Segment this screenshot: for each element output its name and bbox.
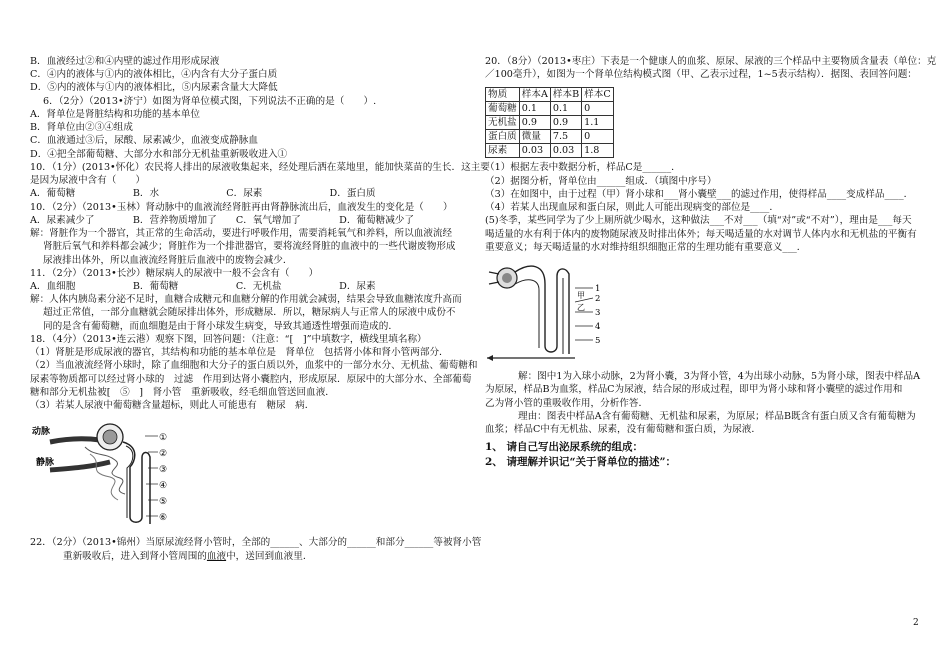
label-5: ⑤: [159, 497, 168, 508]
text-line: A．尿素减少了 B．营养物质增加了 C．氧气增加了 D．葡萄糖减少了: [30, 214, 414, 226]
question-10a: 10．（1分）(2013•怀化）农民将人排出的尿液收集起来，经处理后洒在菜地里，能加快菜苗的生长．这主要: [30, 161, 490, 173]
table-header: 样本C: [582, 88, 614, 102]
label-3: 3: [595, 308, 601, 319]
question-11: 11．（2分）（2013•长沙）糖尿病人的尿液中一般不会含有（ ）: [30, 267, 319, 279]
solution-line: 理由：图表中样品A含有葡萄糖、无机盐和尿素，为原尿；样品B既含有蛋白质又含有葡萄糖为: [518, 410, 916, 422]
label-1: 1: [595, 284, 601, 295]
solution-line: 同的是含有葡萄糖，而血细胞是由于肾小球发生病变，导致其通透性增强而造成的．: [43, 320, 398, 332]
solution-line: 尿液排出体外，所以血液流经肾脏后血液中的废物会减少．: [43, 254, 293, 266]
table-cell: 蛋白质: [486, 130, 520, 144]
question-22: 22．（2分）（2013•锦州）当原尿流经肾小管时，全部的______、大部分的______和部分______等被肾小管: [30, 537, 482, 549]
table-header: 样本A: [519, 88, 550, 102]
question-18: 18．（4分）（2013•连云港）观察下图，回答问题：（注意：“[ ]”中填数字，横线里填名称）: [30, 333, 427, 345]
solution-line: 肾脏后氧气和养料都会减少；肾脏作为一个排泄器官，要将流经肾脏的血液中的一些代谢废物形成: [43, 241, 456, 253]
sub-question: （3）在如图中，由于过程（甲）肾小球和___肾小囊壁___的滤过作用，使得样品____变成样品____．: [485, 188, 914, 200]
text-line: C．血液通过③后，尿酸、尿素减少，血液变成静脉血: [30, 135, 258, 147]
text-line: 重要意义；每天喝适量的水对维持组织细胞正常的生理功能有重要意义___．: [485, 241, 807, 253]
answer-blank: 血液: [206, 550, 227, 562]
table-row: [486, 144, 614, 158]
table-cell: 0: [582, 102, 614, 116]
table-cell: 1.8: [582, 144, 614, 158]
text-line: B．肾单位由②③④组成: [30, 122, 133, 134]
table-row: [486, 116, 614, 130]
right-column: [485, 55, 937, 469]
solution-line: 解：肾脏作为一个器官，其正常的生命活动，要进行呼吸作用，需要消耗氧气和养料，所以血液流经: [30, 228, 453, 240]
table-row: [486, 102, 614, 116]
table-cell: 1.1: [582, 116, 614, 130]
sub-question: （4）若某人出现血尿和蛋白尿，则此人可能出现病变的部位是____．: [485, 202, 779, 214]
sub-question: （1）根据左表中数据分析，样品C是______．: [485, 162, 681, 174]
nephron-diagram-right: [485, 254, 615, 366]
label-2: ②: [159, 449, 168, 460]
text-line: ／100毫升），如图为一个肾单位结构模式图（甲、乙表示过程，1~5表示结构）．据图、表回答问题：: [485, 69, 917, 81]
label-4: ④: [159, 481, 168, 492]
text-line: A．葡萄糖 B．水 C．尿素 D．蛋白质: [30, 188, 376, 200]
table-cell: 0.03: [550, 144, 581, 158]
question-22-line2: [30, 550, 475, 563]
solution-line: 为原尿，样品B为血浆，样品C为尿液，结合尿的形成过程，即甲为肾小球和肾小囊壁的滤过作用和: [485, 384, 903, 396]
text-line: B．血液经过②和④内壁的滤过作用形成尿液: [30, 56, 220, 67]
page-number: 2: [913, 618, 919, 628]
sub-question: (5)冬季，某些同学为了少上厕所就少喝水，这种做法___不对___（填“对”或“不对”），理由是___每天: [485, 215, 912, 227]
table-header: 样本B: [550, 88, 581, 102]
table-cell: 7.5: [550, 130, 581, 144]
table-cell: 0.9: [519, 116, 550, 130]
solution-line: 解：人体内胰岛素分泌不足时，血糖合成糖元和血糖分解的作用就会减弱，结果会导致血糖浓度升高而: [30, 294, 462, 306]
section-heading: 2、 请理解并识记“关于肾单位的描述”：: [485, 455, 677, 468]
table-row: [486, 130, 614, 144]
vein-label: 静脉: [36, 458, 55, 469]
question-6: 6．（2分）（2013•济宁）如图为肾单位模式图，下列说法不正确的是（ ）.: [43, 95, 377, 107]
table-cell: 0.03: [519, 144, 550, 158]
label-5: 5: [595, 336, 601, 347]
text-line: D．④把全部葡萄糖、大部分水和部分无机盐重新吸收进入①: [30, 148, 288, 160]
table-cell: 0.1: [550, 102, 581, 116]
table-cell: 无机盐: [486, 116, 520, 130]
text-line: D．⑤内的液体与①内的液体相比，⑤内尿素含量大大降低: [30, 82, 278, 94]
solution-line: 乙为肾小管的重吸收作用，分析作答．: [485, 397, 649, 409]
left-column: [30, 55, 490, 563]
text-line: （2）当血液流经肾小球时，除了血细胞和大分子的蛋白质以外，血浆中的一部分水分、无机盐、葡萄糖和: [30, 360, 478, 372]
label-6: ⑥: [159, 513, 168, 524]
label-2: 2: [595, 294, 601, 305]
sample-table: [485, 87, 614, 158]
text-line: （3）若某人尿液中葡萄糖含量超标，则此人可能患有 糖尿 病．: [30, 400, 315, 412]
table-header: 物质: [486, 88, 520, 102]
text-line: C．④内的液体与①内的液体相比，④内含有大分子蛋白质: [30, 69, 278, 81]
text-line: A．血细胞 B．葡萄糖 C．无机盐 D．尿素: [30, 280, 376, 292]
table-cell: 葡萄糖: [486, 102, 520, 116]
text-line: 糖和部分无机盐被[ ⑤ ] 肾小管 重新吸收，经毛细血管送回血液．: [30, 386, 335, 398]
text-line: （1）肾脏是形成尿液的器官，其结构和功能的基本单位是 肾单位 包括肾小体和肾小管两部分．: [30, 347, 449, 359]
table-cell: 微量: [519, 130, 550, 144]
sub-question: （2）据图分析，肾单位由______组成．（填图中序号）: [485, 175, 717, 187]
table-cell: 0.1: [519, 102, 550, 116]
text-span: 中，送回到血液里．: [226, 550, 313, 562]
label-4: 4: [595, 322, 601, 333]
table-header-row: [486, 88, 614, 102]
text-line: 尿素等物质都可以经过肾小球的 过滤 作用到达肾小囊腔内，形成原尿．原尿中的大部分水、全部葡萄: [30, 373, 472, 385]
text-line: 喝适量的水有利于体内的废物随尿液及时排出体外；每天喝适量的水对调节人体内水和无机盐的平衡有: [485, 228, 917, 240]
text-line: A．肾单位是肾脏结构和功能的基本单位: [30, 108, 201, 120]
question-20: 20．（8分）（2013•枣庄）下表是一个健康人的血浆、原尿、尿液的三个样品中主要物质含量表（单位：克: [485, 56, 937, 67]
nephron-diagram-left: [30, 412, 180, 530]
text-line: 是因为尿液中含有（ ）: [30, 175, 146, 187]
solution-line: 超过正常值，一部分血糖就会随尿排出体外，形成糖尿．所以，糖尿病人与正常人的尿液中成份不: [43, 307, 456, 319]
label-1: ①: [159, 433, 168, 444]
question-10b: 10．（2分）（2013•玉林）肾动脉中的血液流经肾脏再由肾静脉流出后，血液发生的变化是（ ）: [30, 201, 453, 213]
table-cell: 尿素: [486, 144, 520, 158]
solution-line: 解：图中1为入球小动脉，2为肾小囊，3为肾小管，4为出球小动脉，5为肾小球，图表中样品A: [518, 371, 921, 383]
table-cell: 0: [582, 130, 614, 144]
solution-line: 血浆；样品C中有无机盐、尿素，没有葡萄糖和蛋白质，为尿液．: [485, 424, 761, 436]
artery-label: 动脉: [32, 427, 51, 438]
table-cell: 0.9: [550, 116, 581, 130]
section-heading: 1、 请自己写出泌尿系统的组成：: [485, 441, 643, 454]
label-3: ③: [159, 465, 168, 476]
label-jia: 甲: [577, 291, 585, 301]
label-yi: 乙: [577, 303, 585, 313]
text-span: 重新吸收后，进入到肾小管周围的: [63, 550, 207, 562]
